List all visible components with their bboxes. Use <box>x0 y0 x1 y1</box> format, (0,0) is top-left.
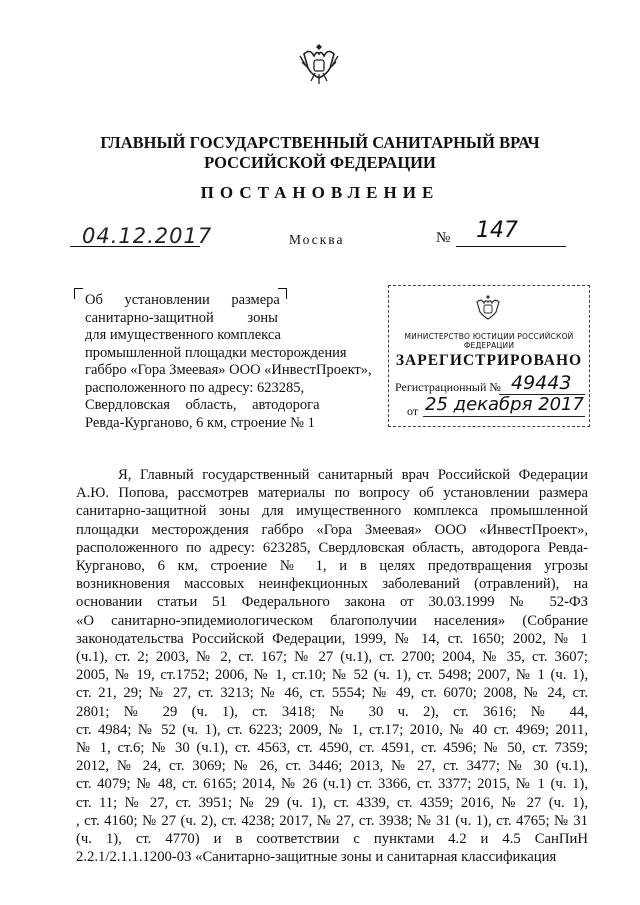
subject-line: санитарно-защитной зоны <box>85 309 278 326</box>
subject-bracket-left <box>74 288 83 299</box>
stamp-reg-label: Регистрационный № <box>395 380 501 394</box>
body-line: № 1, ст.6; № 30 (ч.1), ст. 4563, ст. 4590, ст. 4591, ст. 4596; № 50, ст. 7359; <box>76 740 588 757</box>
number-label: № <box>436 230 451 246</box>
body-line: ст. 11; № 27, ст. 3951; № 29 (ч. 1), ст. 4339, ст. 4359; 2016, № 27 (ч. 1), <box>76 794 588 811</box>
stamp-registered: ЗАРЕГИСТРИРОВАНО <box>395 352 583 369</box>
document-type: ПОСТАНОВЛЕНИЕ <box>200 183 440 202</box>
body-line: 2.2.1/2.1.1.1200-03 «Санитарно-защитные зоны и санитарная классификация <box>76 849 557 866</box>
document-subject <box>85 292 385 432</box>
body-line: основании статьи 51 Федерального закона от 30.03.1999 № 52-ФЗ <box>76 594 588 611</box>
body-line: возникновения массовых неинфекционных заболеваний (отравлений), на <box>76 576 588 593</box>
issuing-authority <box>0 133 640 173</box>
body-line: 2801; № 29 (ч. 1), ст. 3418; № 30 ч. 2), ст. 3616; № 44, <box>76 703 588 720</box>
org-line-1: ГЛАВНЫЙ ГОСУДАРСТВЕННЫЙ САНИТАРНЫЙ ВРАЧ <box>100 133 540 152</box>
body-line: (ч.1), ст. 2; 2003, № 2, ст. 167; № 27 (ч.1), ст. 2700; 2004, № 35, ст. 3607; <box>76 649 588 666</box>
body-line: 2005, № 19, ст.1752; 2006, № 1, ст.10; № 52 (ч. 1), ст. 5498; 2007, № 1 (ч. 1), <box>76 667 588 684</box>
body-line: расположенного по адресу: 623285, Свердловская область, автодорога Ревда- <box>76 539 588 556</box>
stamp-ministry: МИНИСТЕРСТВО ЮСТИЦИИ РОССИЙСКОЙ ФЕДЕРАЦИИ <box>404 332 574 350</box>
body-line: «О санитарно-эпидемиологическом благополучии населения» (Собрание <box>76 612 588 629</box>
body-line: (ч. 1), ст. 4770) и в соответствии с пунктами 4.2 и 4.5 СанПиН <box>76 831 588 848</box>
date-underline <box>70 246 200 247</box>
body-line: ст. 4984; № 52 (ч. 1), ст. 6223; 2009, № 1, ст.17; 2010, № 40 ст. 4969; 2011, <box>76 721 588 738</box>
body-line: Курганово, 6 км, строение № 1, и в целях предотвращения угрозы <box>76 558 588 575</box>
stamp-date-label: от <box>407 404 419 418</box>
eagle-emblem-icon <box>471 292 505 326</box>
subject-line: Об установлении размера <box>85 292 280 308</box>
document-city: Москва <box>289 232 345 247</box>
stamp-date-underline <box>423 416 585 417</box>
document-number: 147 <box>476 218 518 243</box>
body-line: ст. 21, 29; № 27, ст. 3213; № 46, ст. 5554; № 49, ст. 6070; 2008, № 24, ст. <box>76 685 588 702</box>
russian-coat-of-arms-icon <box>296 40 342 90</box>
subject-line: для имущественного комплекса <box>85 327 281 343</box>
subject-line: промышленной площадки месторождения <box>85 344 347 361</box>
subject-line: Свердловская область, автодорога <box>85 397 320 413</box>
body-line: А.Ю. Попова, рассмотрев материалы по вопросу об установлении размера <box>76 485 588 502</box>
body-line: ст. 4079; № 48, ст. 6165; 2014, № 26 (ч.1) ст. 3366, ст. 3377; 2015, № 1 (ч. 1), <box>76 776 588 793</box>
subject-line: габбро «Гора Змеевая» ООО «ИнвестПроект», <box>85 362 372 378</box>
org-line-2: РОССИЙСКОЙ ФЕДЕРАЦИИ <box>204 153 436 172</box>
subject-line: расположенного по адресу: 623285, <box>85 379 305 396</box>
stamp-reg-date: 25 декабря 2017 <box>425 394 584 415</box>
body-line: 2012, № 24, ст. 3069; № 26, ст. 3446; 2013, № 27, ст. 3477; № 30 (ч.1), <box>76 758 588 775</box>
stamp-reg-number: 49443 <box>511 372 572 394</box>
body-line: площадки месторождения габбро «Гора Змеевая» ООО «ИнвестПроект», <box>76 521 588 538</box>
number-underline <box>456 246 566 247</box>
body-line: санитарно-защитной зоны для имущественного комплекса промышленной <box>76 503 588 520</box>
document-body <box>76 466 588 866</box>
body-line: законодательства Российской Федерации, 1999, № 14, ст. 1650; 2002, № 1 <box>76 630 588 647</box>
body-line: Я, Главный государственный санитарный врач Российской Федерации <box>118 467 588 483</box>
subject-line: Ревда-Курганово, 6 км, строение № 1 <box>85 414 315 431</box>
registration-stamp <box>388 285 590 427</box>
body-line: , ст. 4160; № 27 (ч. 2), ст. 4238; 2017, № 27, ст. 3938; № 31 (ч. 1), ст. 4765; № 31 <box>76 812 588 829</box>
document-date: 04.12.2017 <box>82 224 213 248</box>
